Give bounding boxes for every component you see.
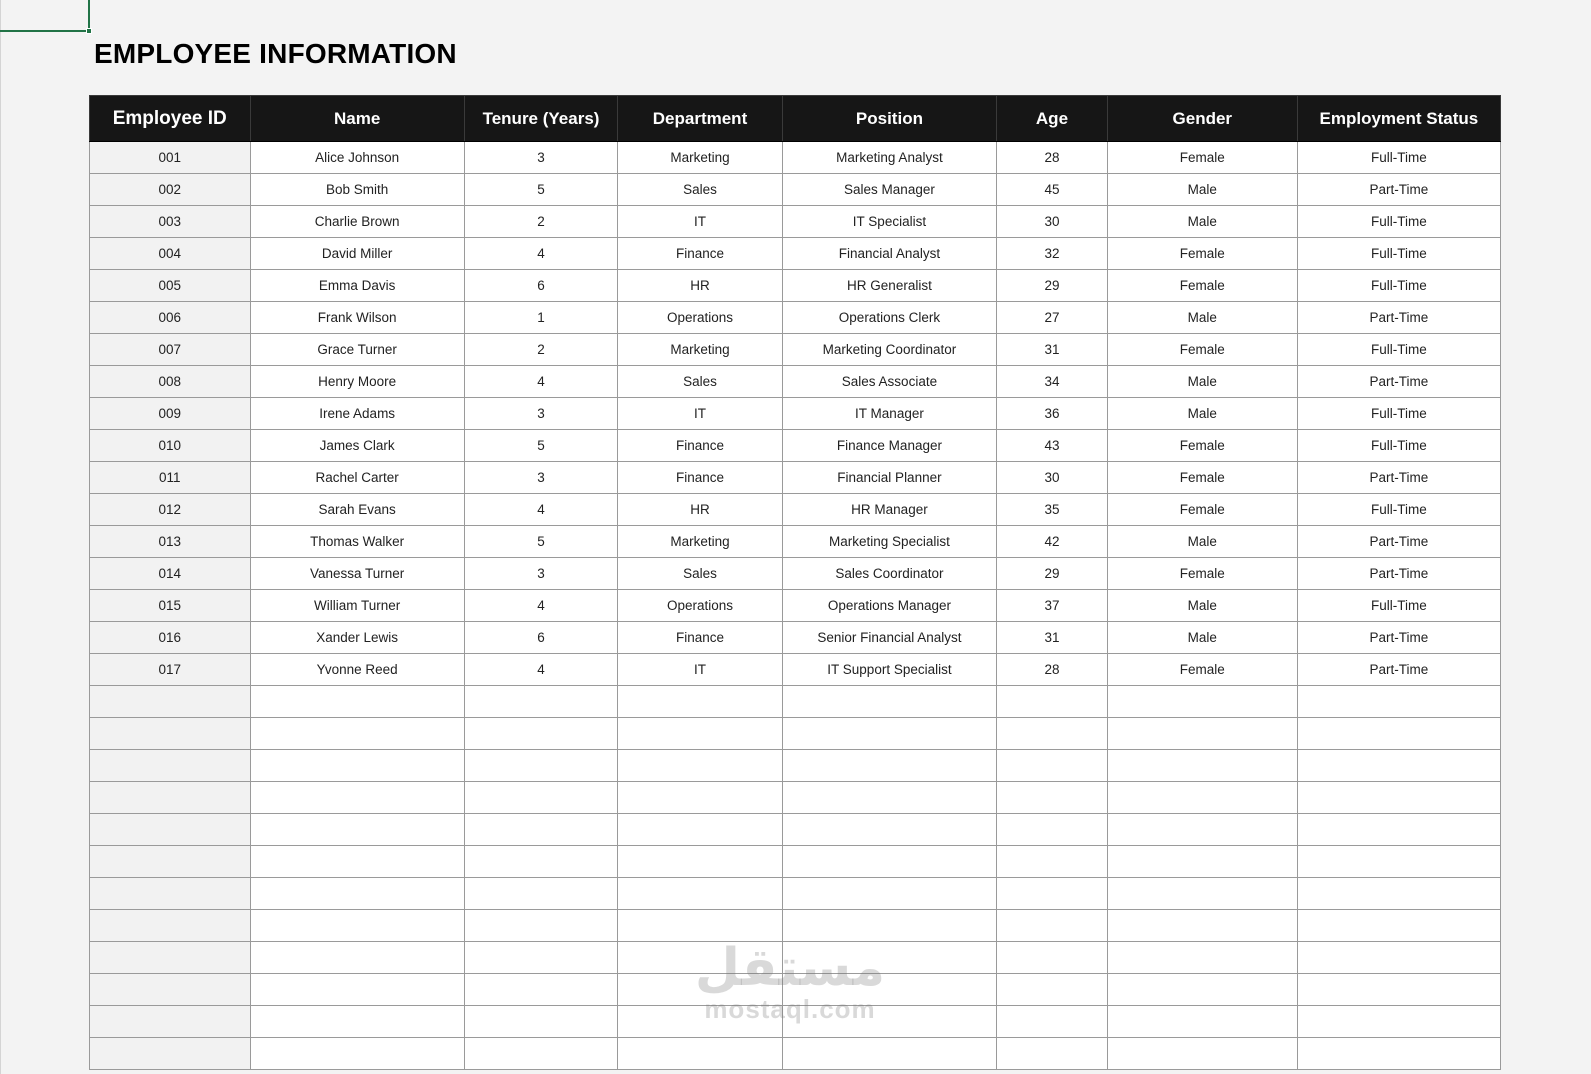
table-cell[interactable]: Marketing xyxy=(618,142,783,174)
table-cell[interactable]: 27 xyxy=(997,302,1108,334)
column-header[interactable]: Employee ID xyxy=(90,96,251,142)
table-cell[interactable]: 4 xyxy=(464,238,617,270)
empty-row xyxy=(90,910,1501,942)
empty-row xyxy=(90,814,1501,846)
table-cell[interactable]: Female xyxy=(1107,654,1297,686)
table-cell[interactable]: 012 xyxy=(90,494,251,526)
empty-cell[interactable] xyxy=(90,686,251,718)
table-cell[interactable]: 015 xyxy=(90,590,251,622)
empty-cell[interactable] xyxy=(997,1006,1108,1038)
table-cell[interactable]: Finance Manager xyxy=(782,430,996,462)
empty-cell[interactable] xyxy=(782,782,996,814)
empty-cell[interactable] xyxy=(997,718,1108,750)
table-cell[interactable]: Emma Davis xyxy=(250,270,464,302)
empty-cell[interactable] xyxy=(90,846,251,878)
table-cell[interactable]: Frank Wilson xyxy=(250,302,464,334)
table-cell[interactable]: 6 xyxy=(464,270,617,302)
table-cell[interactable]: 2 xyxy=(464,334,617,366)
table-cell[interactable]: 009 xyxy=(90,398,251,430)
table-row xyxy=(90,334,1501,366)
table-row xyxy=(90,654,1501,686)
empty-cell[interactable] xyxy=(90,942,251,974)
active-cell-selection[interactable] xyxy=(0,0,90,32)
empty-cell[interactable] xyxy=(90,782,251,814)
table-cell[interactable]: Female xyxy=(1107,142,1297,174)
table-cell[interactable]: Part-Time xyxy=(1297,526,1500,558)
table-row xyxy=(90,590,1501,622)
table-cell[interactable]: Finance xyxy=(618,430,783,462)
table-cell[interactable]: Part-Time xyxy=(1297,622,1500,654)
empty-cell[interactable] xyxy=(1107,686,1297,718)
table-cell[interactable]: Operations Manager xyxy=(782,590,996,622)
table-row xyxy=(90,526,1501,558)
table-cell[interactable]: 28 xyxy=(997,654,1108,686)
empty-cell[interactable] xyxy=(250,910,464,942)
table-cell[interactable]: Part-Time xyxy=(1297,462,1500,494)
empty-cell[interactable] xyxy=(1107,1006,1297,1038)
header-row xyxy=(90,96,1501,142)
watermark-arabic: مستقل xyxy=(694,938,886,998)
empty-cell[interactable] xyxy=(250,974,464,1006)
table-cell[interactable]: Full-Time xyxy=(1297,142,1500,174)
table-cell[interactable]: Irene Adams xyxy=(250,398,464,430)
table-cell[interactable]: 3 xyxy=(464,462,617,494)
empty-cell[interactable] xyxy=(997,846,1108,878)
table-cell[interactable]: Operations xyxy=(618,590,783,622)
table-cell[interactable]: IT Specialist xyxy=(782,206,996,238)
table-row xyxy=(90,174,1501,206)
table-cell[interactable]: Charlie Brown xyxy=(250,206,464,238)
empty-cell[interactable] xyxy=(90,910,251,942)
empty-row xyxy=(90,974,1501,1006)
empty-cell[interactable] xyxy=(464,942,617,974)
table-cell[interactable]: 003 xyxy=(90,206,251,238)
empty-cell[interactable] xyxy=(1297,782,1500,814)
table-cell[interactable]: 001 xyxy=(90,142,251,174)
table-cell[interactable]: 5 xyxy=(464,430,617,462)
table-cell[interactable]: Marketing Specialist xyxy=(782,526,996,558)
empty-cell[interactable] xyxy=(997,750,1108,782)
empty-cell[interactable] xyxy=(782,910,996,942)
table-row xyxy=(90,238,1501,270)
table-cell[interactable]: Full-Time xyxy=(1297,398,1500,430)
column-header[interactable]: Employment Status xyxy=(1297,96,1500,142)
empty-cell[interactable] xyxy=(464,782,617,814)
table-cell[interactable]: David Miller xyxy=(250,238,464,270)
empty-cell[interactable] xyxy=(250,750,464,782)
table-cell[interactable]: 016 xyxy=(90,622,251,654)
table-cell[interactable]: Henry Moore xyxy=(250,366,464,398)
empty-cell[interactable] xyxy=(1297,718,1500,750)
table-cell[interactable]: Female xyxy=(1107,494,1297,526)
watermark-latin: mostaql.com xyxy=(704,994,876,1024)
empty-cell[interactable] xyxy=(1297,910,1500,942)
table-cell[interactable]: 004 xyxy=(90,238,251,270)
empty-cell[interactable] xyxy=(997,686,1108,718)
table-cell[interactable]: 43 xyxy=(997,430,1108,462)
empty-cell[interactable] xyxy=(782,1038,996,1070)
table-cell[interactable]: 31 xyxy=(997,334,1108,366)
table-cell[interactable]: Sales xyxy=(618,174,783,206)
fill-handle[interactable] xyxy=(86,28,92,34)
empty-cell[interactable] xyxy=(1107,782,1297,814)
column-header[interactable]: Position xyxy=(782,96,996,142)
empty-cell[interactable] xyxy=(250,878,464,910)
table-cell[interactable]: 5 xyxy=(464,526,617,558)
empty-cell[interactable] xyxy=(90,750,251,782)
table-cell[interactable]: IT Manager xyxy=(782,398,996,430)
empty-cell[interactable] xyxy=(618,750,783,782)
empty-cell[interactable] xyxy=(618,686,783,718)
table-cell[interactable]: HR xyxy=(618,270,783,302)
table-cell[interactable]: Male xyxy=(1107,174,1297,206)
table-cell[interactable]: 4 xyxy=(464,654,617,686)
empty-cell[interactable] xyxy=(1107,718,1297,750)
empty-cell[interactable] xyxy=(618,846,783,878)
column-header[interactable]: Tenure (Years) xyxy=(464,96,617,142)
table-cell[interactable]: Female xyxy=(1107,334,1297,366)
table-cell[interactable]: 30 xyxy=(997,206,1108,238)
table-cell[interactable]: Vanessa Turner xyxy=(250,558,464,590)
empty-cell[interactable] xyxy=(1297,750,1500,782)
table-cell[interactable]: 6 xyxy=(464,622,617,654)
empty-cell[interactable] xyxy=(464,686,617,718)
table-cell[interactable]: Male xyxy=(1107,526,1297,558)
empty-row xyxy=(90,750,1501,782)
table-cell[interactable]: 2 xyxy=(464,206,617,238)
table-cell[interactable]: Marketing xyxy=(618,334,783,366)
employee-table xyxy=(89,95,1501,1070)
table-cell[interactable]: Female xyxy=(1107,558,1297,590)
table-cell[interactable]: 42 xyxy=(997,526,1108,558)
column-header[interactable]: Age xyxy=(997,96,1108,142)
empty-cell[interactable] xyxy=(250,814,464,846)
empty-cell[interactable] xyxy=(464,1038,617,1070)
empty-cell[interactable] xyxy=(997,782,1108,814)
empty-cell[interactable] xyxy=(782,1006,996,1038)
empty-cell[interactable] xyxy=(618,910,783,942)
table-row xyxy=(90,462,1501,494)
table-cell[interactable]: Financial Analyst xyxy=(782,238,996,270)
table-cell[interactable]: 010 xyxy=(90,430,251,462)
empty-cell[interactable] xyxy=(464,1006,617,1038)
empty-row xyxy=(90,942,1501,974)
table-row xyxy=(90,558,1501,590)
empty-cell[interactable] xyxy=(1297,846,1500,878)
empty-cell[interactable] xyxy=(618,814,783,846)
table-cell[interactable]: Operations Clerk xyxy=(782,302,996,334)
table-cell[interactable]: Marketing Analyst xyxy=(782,142,996,174)
table-cell[interactable]: Sales Manager xyxy=(782,174,996,206)
empty-row xyxy=(90,1006,1501,1038)
table-row xyxy=(90,206,1501,238)
table-cell[interactable]: Male xyxy=(1107,366,1297,398)
table-cell[interactable]: IT xyxy=(618,654,783,686)
empty-cell[interactable] xyxy=(618,974,783,1006)
table-cell[interactable]: 006 xyxy=(90,302,251,334)
empty-cell[interactable] xyxy=(464,750,617,782)
empty-cell[interactable] xyxy=(782,942,996,974)
table-cell[interactable]: 017 xyxy=(90,654,251,686)
table-cell[interactable]: 3 xyxy=(464,558,617,590)
table-cell[interactable]: Full-Time xyxy=(1297,270,1500,302)
empty-row xyxy=(90,718,1501,750)
table-cell[interactable]: Male xyxy=(1107,206,1297,238)
table-cell[interactable]: 1 xyxy=(464,302,617,334)
table-cell[interactable]: Marketing xyxy=(618,526,783,558)
sheet-edge xyxy=(0,0,1,1074)
empty-cell[interactable] xyxy=(1107,974,1297,1006)
table-cell[interactable]: Full-Time xyxy=(1297,494,1500,526)
table-row xyxy=(90,430,1501,462)
table-cell[interactable]: 4 xyxy=(464,366,617,398)
empty-cell[interactable] xyxy=(250,846,464,878)
table-cell[interactable]: 32 xyxy=(997,238,1108,270)
table-cell[interactable]: HR Manager xyxy=(782,494,996,526)
table-cell[interactable]: 29 xyxy=(997,270,1108,302)
table-cell[interactable]: Yvonne Reed xyxy=(250,654,464,686)
empty-cell[interactable] xyxy=(997,910,1108,942)
table-cell[interactable]: 007 xyxy=(90,334,251,366)
empty-cell[interactable] xyxy=(1107,910,1297,942)
table-cell[interactable]: 008 xyxy=(90,366,251,398)
empty-cell[interactable] xyxy=(997,814,1108,846)
table-cell[interactable]: 34 xyxy=(997,366,1108,398)
empty-cell[interactable] xyxy=(464,846,617,878)
empty-cell[interactable] xyxy=(464,878,617,910)
table-cell[interactable]: Bob Smith xyxy=(250,174,464,206)
empty-cell[interactable] xyxy=(1107,942,1297,974)
table-cell[interactable]: Sales Associate xyxy=(782,366,996,398)
empty-cell[interactable] xyxy=(618,878,783,910)
table-cell[interactable]: Part-Time xyxy=(1297,558,1500,590)
table-row xyxy=(90,270,1501,302)
table-cell[interactable]: Grace Turner xyxy=(250,334,464,366)
empty-cell[interactable] xyxy=(997,1038,1108,1070)
table-cell[interactable]: 3 xyxy=(464,398,617,430)
table-cell[interactable]: 011 xyxy=(90,462,251,494)
table-cell[interactable]: Sarah Evans xyxy=(250,494,464,526)
empty-cell[interactable] xyxy=(90,814,251,846)
column-header[interactable]: Gender xyxy=(1107,96,1297,142)
table-cell[interactable]: Male xyxy=(1107,302,1297,334)
empty-cell[interactable] xyxy=(250,782,464,814)
empty-cell[interactable] xyxy=(782,686,996,718)
empty-cell[interactable] xyxy=(1107,814,1297,846)
table-cell[interactable]: 36 xyxy=(997,398,1108,430)
empty-cell[interactable] xyxy=(90,974,251,1006)
empty-cell[interactable] xyxy=(90,718,251,750)
table-cell[interactable]: Female xyxy=(1107,238,1297,270)
column-header[interactable]: Department xyxy=(618,96,783,142)
empty-row xyxy=(90,686,1501,718)
empty-cell[interactable] xyxy=(997,974,1108,1006)
table-cell[interactable]: William Turner xyxy=(250,590,464,622)
table-cell[interactable]: 45 xyxy=(997,174,1108,206)
table-cell[interactable]: Part-Time xyxy=(1297,654,1500,686)
empty-cell[interactable] xyxy=(464,814,617,846)
table-cell[interactable]: Full-Time xyxy=(1297,238,1500,270)
table-body xyxy=(90,142,1501,1070)
empty-cell[interactable] xyxy=(1297,942,1500,974)
table-cell[interactable]: Sales xyxy=(618,366,783,398)
table-cell[interactable]: 014 xyxy=(90,558,251,590)
empty-row xyxy=(90,878,1501,910)
table-cell[interactable]: 005 xyxy=(90,270,251,302)
empty-cell[interactable] xyxy=(250,942,464,974)
table-cell[interactable]: 28 xyxy=(997,142,1108,174)
empty-cell[interactable] xyxy=(90,1038,251,1070)
empty-cell[interactable] xyxy=(618,1006,783,1038)
table-cell[interactable]: Operations xyxy=(618,302,783,334)
table-cell[interactable]: Rachel Carter xyxy=(250,462,464,494)
table-row xyxy=(90,302,1501,334)
table-cell[interactable]: 31 xyxy=(997,622,1108,654)
table-cell[interactable]: Full-Time xyxy=(1297,334,1500,366)
empty-cell[interactable] xyxy=(250,718,464,750)
table-row xyxy=(90,142,1501,174)
table-cell[interactable]: Finance xyxy=(618,622,783,654)
table-cell[interactable]: 37 xyxy=(997,590,1108,622)
empty-cell[interactable] xyxy=(250,1006,464,1038)
table-cell[interactable]: Full-Time xyxy=(1297,430,1500,462)
table-cell[interactable]: 5 xyxy=(464,174,617,206)
table-cell[interactable]: IT xyxy=(618,206,783,238)
empty-cell[interactable] xyxy=(464,718,617,750)
sheet-title[interactable]: EMPLOYEE INFORMATION xyxy=(94,38,457,69)
empty-cell[interactable] xyxy=(1297,686,1500,718)
empty-cell[interactable] xyxy=(1107,1038,1297,1070)
table-cell[interactable]: Sales Coordinator xyxy=(782,558,996,590)
table-cell[interactable]: Female xyxy=(1107,270,1297,302)
empty-cell[interactable] xyxy=(464,974,617,1006)
table-cell[interactable]: 29 xyxy=(997,558,1108,590)
empty-cell[interactable] xyxy=(250,686,464,718)
table-cell[interactable]: Full-Time xyxy=(1297,206,1500,238)
table-cell[interactable]: IT Support Specialist xyxy=(782,654,996,686)
table-cell[interactable]: 002 xyxy=(90,174,251,206)
table-cell[interactable]: Finance xyxy=(618,238,783,270)
table-cell[interactable]: HR Generalist xyxy=(782,270,996,302)
empty-cell[interactable] xyxy=(782,974,996,1006)
empty-cell[interactable] xyxy=(997,878,1108,910)
empty-cell[interactable] xyxy=(782,814,996,846)
table-cell[interactable]: Female xyxy=(1107,462,1297,494)
empty-cell[interactable] xyxy=(90,1006,251,1038)
empty-cell[interactable] xyxy=(1297,814,1500,846)
table-cell[interactable]: Female xyxy=(1107,430,1297,462)
table-cell[interactable]: 4 xyxy=(464,590,617,622)
empty-cell[interactable] xyxy=(618,1038,783,1070)
empty-row xyxy=(90,1038,1501,1070)
empty-cell[interactable] xyxy=(250,1038,464,1070)
table-cell[interactable]: 35 xyxy=(997,494,1108,526)
empty-cell[interactable] xyxy=(1297,878,1500,910)
empty-cell[interactable] xyxy=(618,782,783,814)
table-cell[interactable]: Part-Time xyxy=(1297,366,1500,398)
empty-cell[interactable] xyxy=(1107,846,1297,878)
empty-cell[interactable] xyxy=(90,878,251,910)
table-cell[interactable]: Alice Johnson xyxy=(250,142,464,174)
empty-row xyxy=(90,846,1501,878)
table-cell[interactable]: HR xyxy=(618,494,783,526)
table-cell[interactable]: James Clark xyxy=(250,430,464,462)
empty-cell[interactable] xyxy=(782,878,996,910)
table-cell[interactable]: Full-Time xyxy=(1297,590,1500,622)
table-cell[interactable]: Sales xyxy=(618,558,783,590)
table-row xyxy=(90,398,1501,430)
empty-cell[interactable] xyxy=(997,942,1108,974)
column-header[interactable]: Name xyxy=(250,96,464,142)
empty-row xyxy=(90,782,1501,814)
table-cell[interactable]: Senior Financial Analyst xyxy=(782,622,996,654)
table-cell[interactable]: Part-Time xyxy=(1297,174,1500,206)
table-cell[interactable]: 4 xyxy=(464,494,617,526)
empty-cell[interactable] xyxy=(1107,878,1297,910)
table-cell[interactable]: 013 xyxy=(90,526,251,558)
table-cell[interactable]: Male xyxy=(1107,590,1297,622)
table-cell[interactable]: Xander Lewis xyxy=(250,622,464,654)
empty-cell[interactable] xyxy=(1297,974,1500,1006)
empty-cell[interactable] xyxy=(1297,1038,1500,1070)
table-cell[interactable]: 30 xyxy=(997,462,1108,494)
empty-cell[interactable] xyxy=(1297,1006,1500,1038)
table-row xyxy=(90,622,1501,654)
table-cell[interactable]: 3 xyxy=(464,142,617,174)
table-cell[interactable]: Thomas Walker xyxy=(250,526,464,558)
empty-cell[interactable] xyxy=(782,750,996,782)
table-row xyxy=(90,494,1501,526)
empty-cell[interactable] xyxy=(618,718,783,750)
table-cell[interactable]: Part-Time xyxy=(1297,302,1500,334)
table-cell[interactable]: Male xyxy=(1107,622,1297,654)
table-cell[interactable]: Financial Planner xyxy=(782,462,996,494)
empty-cell[interactable] xyxy=(464,910,617,942)
empty-cell[interactable] xyxy=(782,718,996,750)
table-row xyxy=(90,366,1501,398)
table-cell[interactable]: IT xyxy=(618,398,783,430)
table-cell[interactable]: Finance xyxy=(618,462,783,494)
empty-cell[interactable] xyxy=(1107,750,1297,782)
empty-cell[interactable] xyxy=(782,846,996,878)
table-cell[interactable]: Marketing Coordinator xyxy=(782,334,996,366)
table-cell[interactable]: Male xyxy=(1107,398,1297,430)
empty-cell[interactable] xyxy=(618,942,783,974)
